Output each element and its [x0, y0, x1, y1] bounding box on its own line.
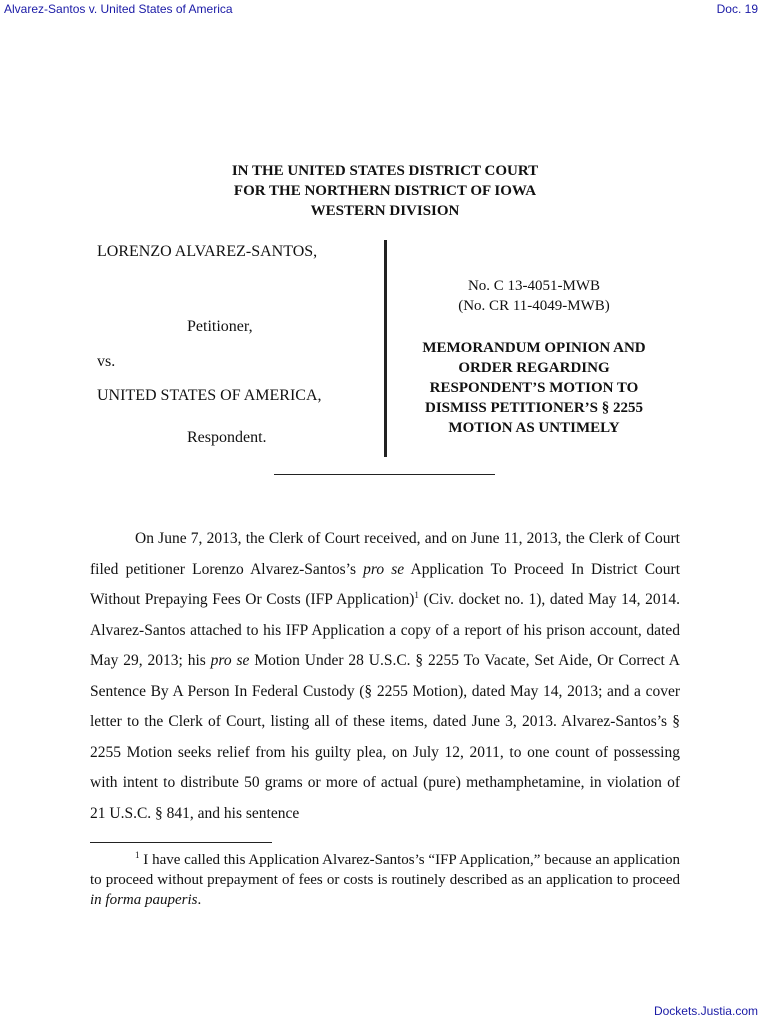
petitioner-role: Petitioner, — [187, 318, 253, 335]
civil-case-number: No. C 13-4051-MWB — [467, 278, 601, 294]
footnote-reference: 1 — [414, 589, 419, 600]
order-title-line: MOTION AS UNTIMELY — [448, 420, 620, 436]
versus-label: vs. — [97, 353, 116, 370]
court-heading-line: WESTERN DIVISION — [310, 203, 460, 219]
paragraph-text: (Civ. docket no. 1), dated May 14, 2014. Alvarez-Santos attached to his IFP Application a copy of a report of his prison account, dated May 29, 2013; his — [90, 591, 680, 669]
respondent-role: Respondent. — [187, 429, 267, 446]
court-heading-line: FOR THE NORTHERN DISTRICT OF IOWA — [233, 183, 537, 199]
footnote-text: I have called this Application Alvarez-Santos’s “IFP Application,” because an application to proceed without prepayment of fees or costs is routinely described as an application to proceed — [90, 852, 680, 888]
order-title-line: MEMORANDUM OPINION AND — [422, 340, 646, 356]
order-title-line: RESPONDENT’S MOTION TO — [429, 380, 639, 396]
order-title — [398, 338, 670, 438]
pro-se-italic: pro se — [210, 652, 250, 669]
footnote — [90, 850, 680, 910]
caption-rule — [274, 474, 495, 475]
order-title-line: DISMISS PETITIONER’S § 2255 — [425, 400, 643, 416]
footnote-number: 1 — [135, 850, 140, 860]
footnote-italic-term: in forma pauperis — [90, 892, 198, 908]
footnote-text: . — [197, 892, 202, 908]
order-title-line: ORDER REGARDING — [458, 360, 610, 376]
justia-dockets-link[interactable]: Dockets.Justia.com — [653, 1004, 758, 1018]
docket-number-link[interactable]: Doc. 19 — [716, 2, 758, 16]
caption-divider — [384, 240, 387, 457]
paragraph-text: On June 7, 2013, the Clerk of Court received, and on June 11, 2013, the Clerk of Court filed petitioner Lorenzo Alvarez-Santos’s — [90, 530, 680, 578]
court-heading-line: IN THE UNITED STATES DISTRICT COURT — [231, 163, 539, 179]
footnote-rule — [90, 842, 272, 843]
case-numbers — [398, 276, 670, 316]
opinion-paragraph — [90, 524, 680, 829]
criminal-case-number: (No. CR 11-4049-MWB) — [458, 298, 610, 314]
paragraph-text: Motion Under 28 U.S.C. § 2255 To Vacate, Set Aide, Or Correct A Sentence By A Person In Federal Custody (§ 2255 Motion), dated May 14, 2013; and a cover letter to the Clerk of Court, listing all of these items, dated June 3, 2013. Alvarez-Santos’s § 2255 Motion seeks relief from his guilty plea, on July 12, 2011, to one count of possessing with intent to distribute 50 grams or more of actual (pure) methamphetamine, in violation of 21 U.S.C. § 841, and his sentence — [90, 652, 681, 822]
respondent-name: UNITED STATES OF AMERICA, — [97, 387, 322, 404]
document-case-name-link[interactable]: Alvarez-Santos v. United States of America — [4, 2, 233, 16]
pro-se-italic: pro se — [363, 560, 405, 578]
paragraph-text: Application To Proceed In District Court Without Prepaying Fees Or Costs (IFP Application) — [90, 560, 680, 608]
petitioner-name: LORENZO ALVAREZ-SANTOS, — [97, 243, 318, 260]
court-heading — [0, 161, 770, 221]
